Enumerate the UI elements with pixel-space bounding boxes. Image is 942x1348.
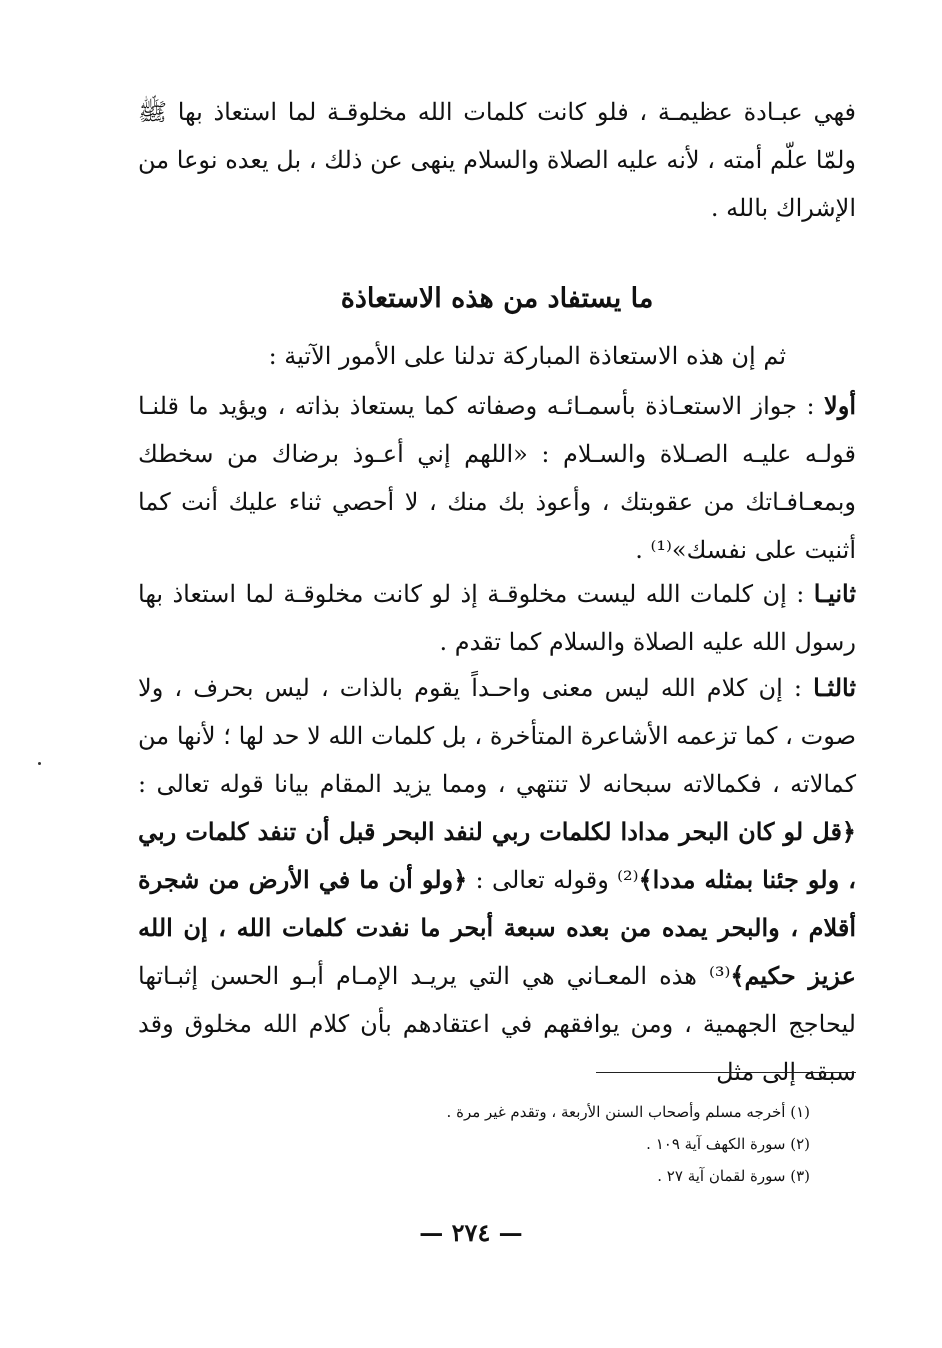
intro-paragraph: فهي عبـادة عظيمـة ، فلو كانت كلمات الله مخلوقـة لما استعاذ بها ﷺ ولمّا علّم أمته ، لأنه عليه الصلاة والسلام ينهى عن ذلك ، بل يعده نوعا من الإشراك بالله . <box>138 98 856 222</box>
section-heading: ما يستفاد من هذه الاستعاذة <box>340 283 654 314</box>
lead-paragraph: ثم إن هذه الاستعاذة المباركة تدلنا على الأمور الآتية : <box>268 342 786 370</box>
page-number: — ٢٧٤ — <box>419 1218 523 1247</box>
footnotes <box>138 1096 810 1192</box>
third-point-text-c: ⁽³⁾ هذه المعـاني هي التي يريـد الإمـام أبـو الحسن إثبـاتها ليحاجج الجهمية ، ومن يوافقهم في اعتقادهم بأن كلام الله مخلوق وقد سبقه إلى مثل <box>138 962 856 1086</box>
footnote-2: (٢) سورة الكهف آية ١٠٩ . <box>646 1135 810 1153</box>
third-point-paragraph <box>138 664 856 1096</box>
third-point-label: ثالثـا <box>813 673 856 702</box>
second-point-text: : إن كلمات الله ليست مخلوقـة إذ لو كانت مخلوقـة لما استعاذ بها رسول الله عليه الصلاة والسلام كما تقدم . <box>138 580 856 656</box>
footnote-1: (١) أخرجه مسلم وأصحاب السنن الأربعة ، وتقدم غير مرة . <box>446 1103 810 1121</box>
first-point-paragraph <box>138 382 856 574</box>
third-point-text-b: ⁽²⁾ وقوله تعالى : <box>467 866 639 894</box>
second-point-paragraph <box>138 570 856 666</box>
footnote-divider <box>596 1072 856 1073</box>
footnote-3: (٣) سورة لقمان آية ٢٧ . <box>657 1167 810 1185</box>
quran-verse-luqman: ﴿ولو أن ما في الأرض من شجرة أقلام ، والبحر يمده من بعده سبعة أبحر ما نفدت كلمات الله ، إن الله عزيز حكيم﴾ <box>138 865 856 990</box>
second-point-label: ثانيـا <box>813 579 857 608</box>
third-point-text-a: : إن كلام الله ليس معنى واحـداً يقوم بالذات ، ليس بحرف ، ولا صوت ، كما تزعمه الأشاعرة المتأخرة ، بل كلمات الله لا حد لها ؛ لأنها من كمالاته ، فكمالاته سبحانه لا تنتهي ، ومما يزيد المقام بيانا قوله تعالى : <box>138 674 856 798</box>
first-point-label: أولا <box>824 391 856 420</box>
first-point-text: : جواز الاستعـاذة بأسمـائـه وصفاته كما يستعاذ بذاته ، ويؤيد ما قلنـا قولـه عليـه الصـلاة والسـلام : «اللهم إني أعـوذ برضاك من سخطك وبمعـافـاتك من عقوبتك ، وأعوذ بك منك ، لا أحصي ثناء عليك أنت كما أثنيت على نفسك»⁽¹⁾ . <box>138 392 856 564</box>
quran-verse-kahf: ﴿قل لو كان البحر مدادا لكلمات ربي لنفد البحر قبل أن تنفد كلمات ربي ، ولو جئنا بمثله مددا﴾ <box>138 817 856 894</box>
scan-speck <box>38 762 41 765</box>
